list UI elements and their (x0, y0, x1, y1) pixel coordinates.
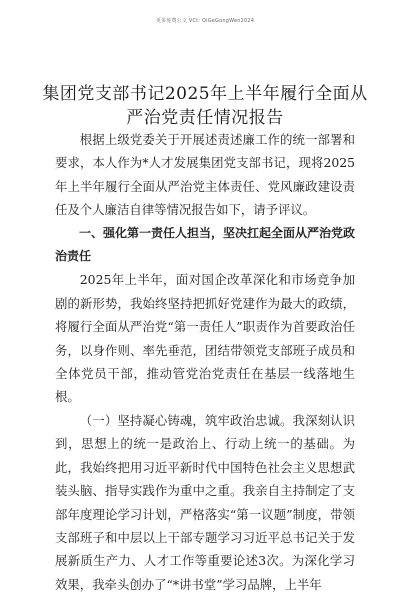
section-heading-1: 一、强化第一责任人担当，坚决扛起全面从严治党政治责任 (55, 225, 356, 264)
document-body (55, 128, 355, 596)
header-watermark: 更多免费公文 VCt: QiGeGongWen2024 (155, 18, 255, 24)
paragraph-subsection-1: （一）坚持凝心铸魂，筑牢政治忠诚。我深刻认识到，思想上的统一是政治上、行动上统一的基础。为此，我始终把用习近平新时代中国特色社会主义思想武装头脑、指导实践作为重中之重。我亲自主持制定了支部年度理论学习计划，严格落实“第一议题”制度，带领支部班子和中层以上干部专题学习习近平总书记关于发展新质生产力、人才工作等重要论述3次。为深化学习效果，我牵头创办了“*讲书堂”学习品牌，上半年 (55, 412, 355, 592)
paragraph-section-1: 2025年上半年，面对国企改革深化和市场竞争加剧的新形势，我始终坚持把抓好党建作为最大的政绩，将履行全面从严治党“第一责任人”职责作为首要政治任务，以身作则、率先垂范，团结带领党支部班子成员和全体党员干部，推动管党治党责任在基层一线落地生根。 (55, 272, 355, 405)
paragraph-intro: 根据上级党委关于开展述责述廉工作的统一部署和要求，本人作为*人才发展集团党支部书记，现将2025年上半年履行全面从严治党主体责任、党风廉政建设责任及个人廉洁自律等情况报告如下，请予评议。 (55, 132, 355, 218)
document-title: 集团党支部书记2025年上半年履行全面从严治党责任情况报告 (42, 84, 368, 128)
